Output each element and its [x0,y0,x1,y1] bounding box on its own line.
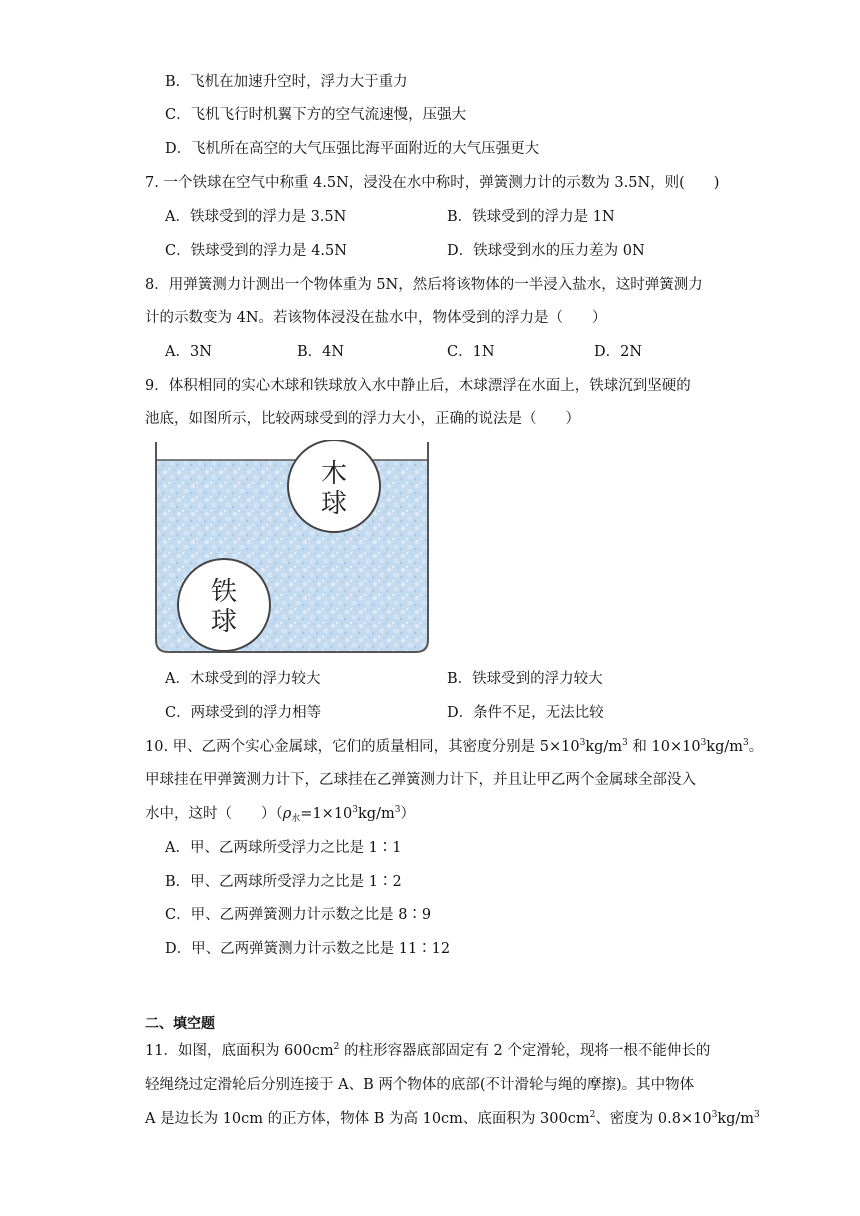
q9-option-a: A．木球受到的浮力较大 [165,671,321,687]
q11-stem-line3: A 是边长为 10cm 的正方体，物体 B 为高 10cm、底面积为 $300cm^2$、密度为 $0.8\times 10^3kg/m^3$ [145,1110,760,1127]
q6-option-d: D．飞机所在高空的大气压强比海平面附近的大气压强更大 [165,141,540,157]
q10-stem-line1: 10. 甲、乙两个实心金属球，它们的质量相同，其密度分别是 $5\times 10^3kg/m^3$ 和 $10\times 10^3kg/m^3$。 [145,738,764,755]
q8-option-a: A．3N [165,344,212,360]
q9-figure-container-with-balls [148,440,436,662]
q10-stem-line2: 甲球挂在甲弹簧测力计下，乙球挂在乙弹簧测力计下，并且让甲乙两个金属球全部没入 [145,772,696,788]
section-title-fill-in: 二、填空题 [145,1016,215,1032]
q8-option-c: C．1N [447,344,495,360]
q9-option-d: D．条件不足，无法比较 [447,705,604,721]
q10-option-a: A．甲、乙两球所受浮力之比是 1∶1 [165,840,402,856]
q7-option-b: B．铁球受到的浮力是 1N [447,209,615,225]
q8-option-b: B．4N [297,344,345,360]
q8-stem-line2: 计的示数变为 4N。若该物体浸没在盐水中，物体受到的浮力是（ ） [145,310,607,326]
q6-option-b: B．飞机在加速升空时，浮力大于重力 [165,74,408,90]
q9-stem-line2: 池底，如图所示，比较两球受到的浮力大小，正确的说法是（ ） [145,411,580,427]
q8-option-d: D．2N [594,344,643,360]
q10-option-c: C．甲、乙两弹簧测力计示数之比是 8∶9 [165,907,432,923]
q11-stem-line1: 11．如图，底面积为 $600cm^2$ 的柱形容器底部固定有 2 个定滑轮，现将一根不能伸长的 [145,1042,711,1059]
q6-option-c: C．飞机飞行时机翼下方的空气流速慢，压强大 [165,107,467,123]
iron-ball-label-1: 铁 [210,577,238,607]
q8-stem-line1: 8．用弹簧测力计测出一个物体重为 5N，然后将该物体的一半浸入盐水，这时弹簧测力 [145,277,703,293]
q7-option-d: D．铁球受到水的压力差为 0N [447,243,645,259]
wood-ball-label-1: 木 [320,459,348,489]
q10-stem-line3: 水中，这时（ ）$(\rho_水=1\times 10^3kg/m^3)$ [145,805,415,824]
q10-option-d: D．甲、乙两弹簧测力计示数之比是 11∶12 [165,941,451,957]
q7-option-c: C．铁球受到的浮力是 4.5N [165,243,347,259]
q9-option-b: B．铁球受到的浮力较大 [447,671,603,687]
q9-option-c: C．两球受到的浮力相等 [165,705,322,721]
iron-ball-label-2: 球 [210,607,238,637]
q10-option-b: B．甲、乙两球所受浮力之比是 1∶2 [165,874,402,890]
q7-stem: 7. 一个铁球在空气中称重 4.5N，浸没在水中称时，弹簧测力计的示数为 3.5N，则( ) [145,175,720,191]
q11-stem-line2: 轻绳绕过定滑轮后分别连接于 A、B 两个物体的底部(不计滑轮与绳的摩擦)。其中物体 [145,1077,695,1093]
wood-ball-label-2: 球 [320,489,348,519]
q9-stem-line1: 9．体积相同的实心木球和铁球放入水中静止后，木球漂浮在水面上，铁球沉到坚硬的 [145,378,691,394]
q7-option-a: A．铁球受到的浮力是 3.5N [165,209,347,225]
